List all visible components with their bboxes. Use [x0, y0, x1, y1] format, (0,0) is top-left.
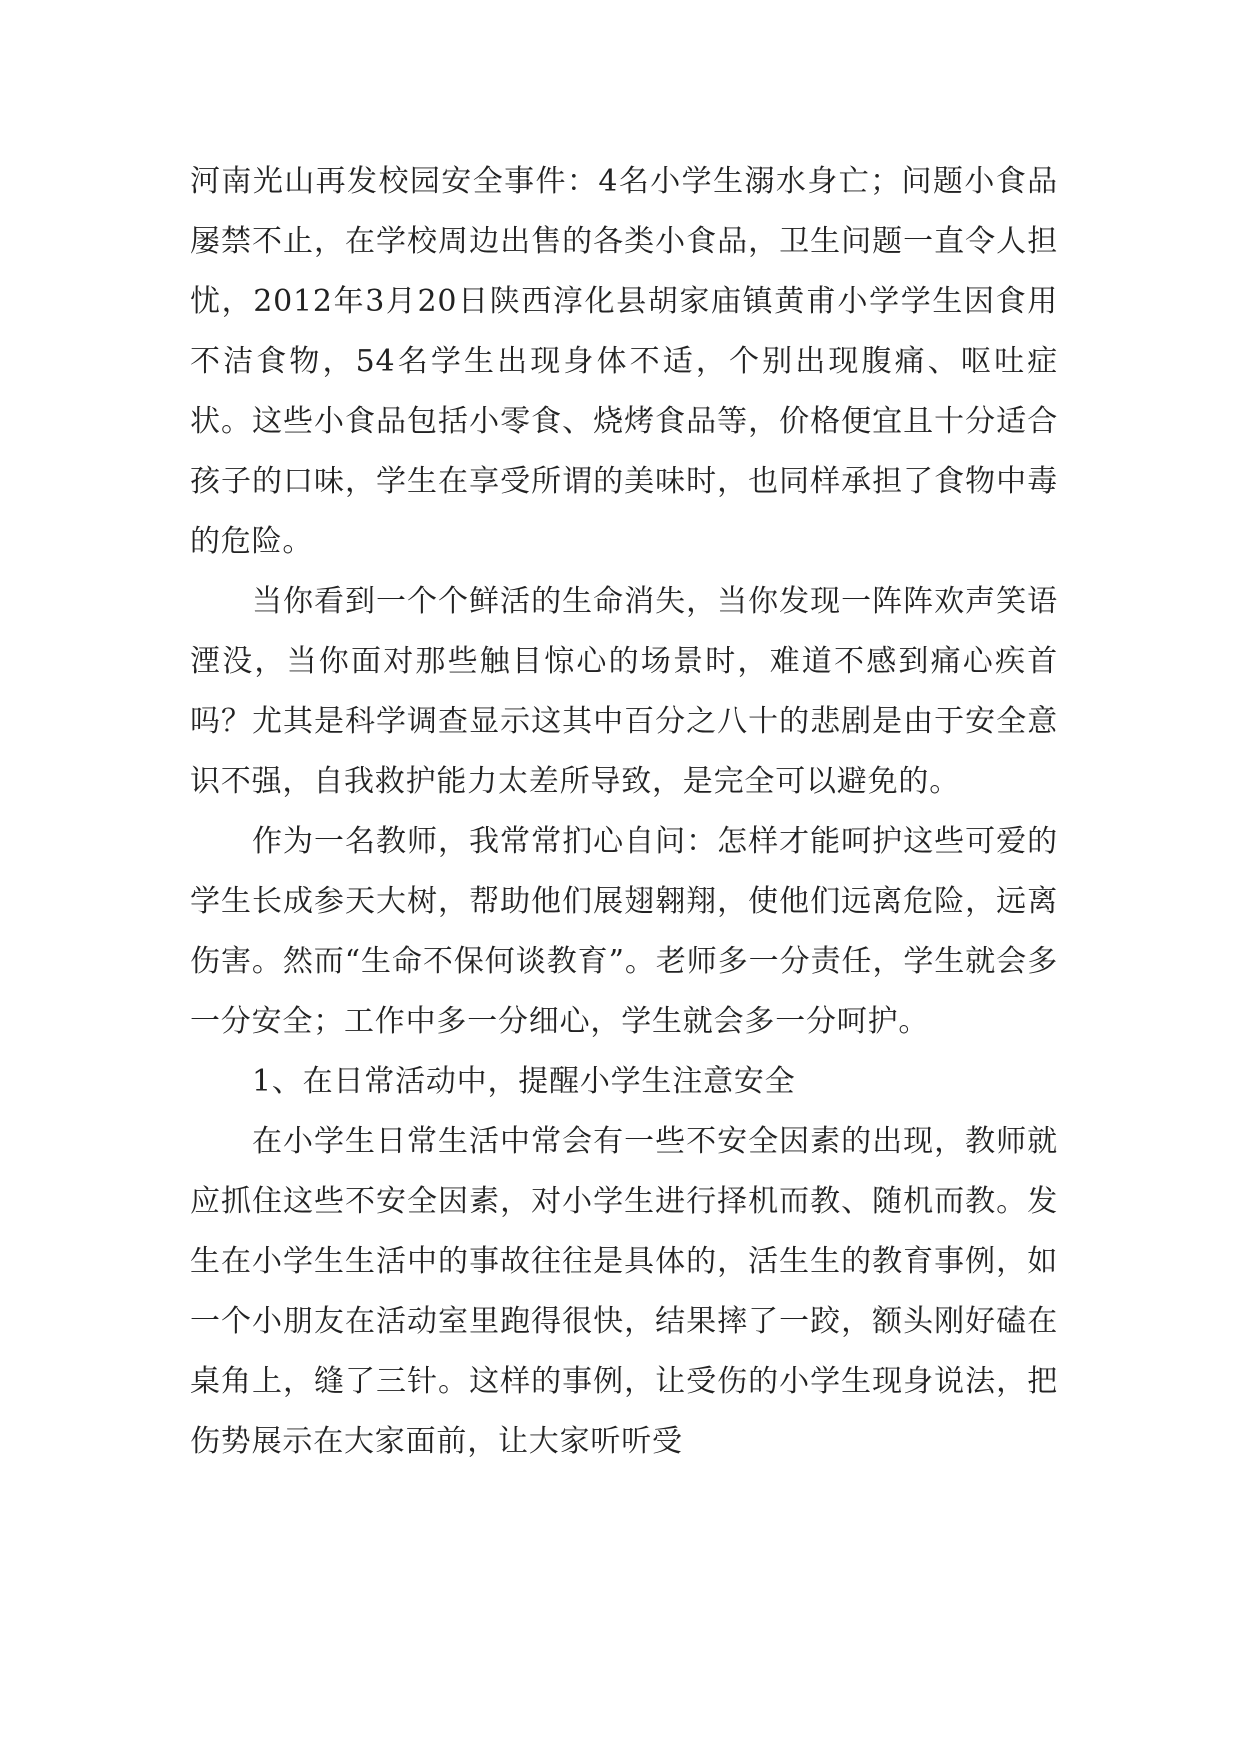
- paragraph-daily-safety: 在小学生日常生活中常会有一些不安全因素的出现，教师就应抓住这些不安全因素，对小学生进行择机而教、随机而教。发生在小学生生活中的事故往往是具体的，活生生的教育事例，如一个小朋友在活动室里跑得很快，结果摔了一跤，额头刚好磕在桌角上，缝了三针。这样的事例，让受伤的小学生现身说法，把伤势展示在大家面前，让大家听听受: [190, 1124, 1058, 1459]
- paragraph-food-safety: 河南光山再发校园安全事件：4名小学生溺水身亡；问题小食品屡禁不止，在学校周边出售的各类小食品，卫生问题一直令人担忧，2012年3月20日陕西淳化县胡家庙镇黄甫小学学生因食用不洁食物，54名学生出现身体不适，个别出现腹痛、呕吐症状。这些小食品包括小零食、烧烤食品等，价格便宜且十分适合孩子的口味，学生在享受所谓的美味时，也同样承担了食物中毒的危险。: [190, 164, 1058, 559]
- paragraph-lives-lost: 当你看到一个个鲜活的生命消失，当你发现一阵阵欢声笑语湮没，当你面对那些触目惊心的场景时，难道不感到痛心疾首吗？尤其是科学调查显示这其中百分之八十的悲剧是由于安全意识不强，自我救护能力太差所导致，是完全可以避免的。: [190, 584, 1058, 799]
- paragraph-teacher-reflection: 作为一名教师，我常常扪心自问：怎样才能呵护这些可爱的学生长成参天大树，帮助他们展翅翱翔，使他们远离危险，远离伤害。然而“生命不保何谈教育”。老师多一分责任，学生就会多一分安全；工作中多一分细心，学生就会多一分呵护。: [190, 824, 1058, 1039]
- document-page: [190, 152, 1058, 1472]
- section-heading-daily-activities: 1、在日常活动中，提醒小学生注意安全: [252, 1064, 796, 1099]
